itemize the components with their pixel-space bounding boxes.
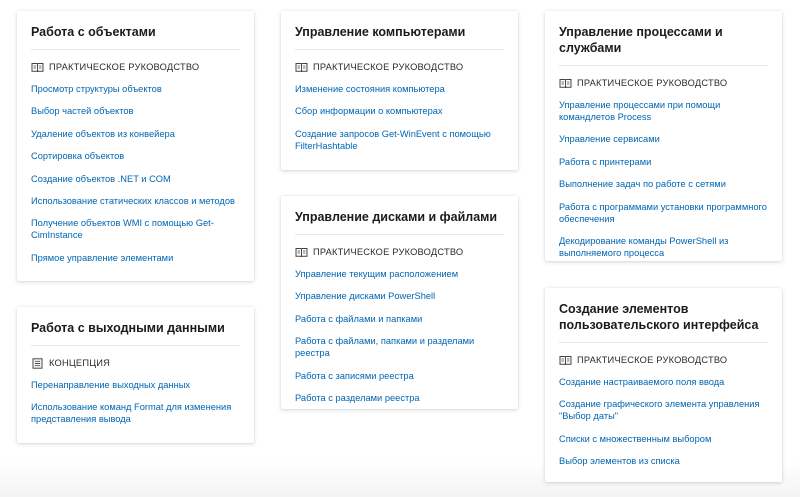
link-work-files-folders[interactable]: Работа с файлами и папками <box>295 313 423 324</box>
link-redirect-output[interactable]: Перенаправление выходных данных <box>31 380 191 390</box>
card-title: Управление дисками и файлами <box>295 209 504 235</box>
section-header <box>295 246 504 258</box>
link-static-classes-methods[interactable]: Использование статических классов и методов <box>31 195 235 206</box>
link-sort-objects[interactable]: Сортировка объектов <box>31 151 125 162</box>
link-date-picker[interactable]: Создание графического элемента управления "Выбор даты" <box>559 399 760 422</box>
section-header <box>31 357 240 369</box>
link-view-object-structure[interactable]: Просмотр структуры объектов <box>31 84 162 94</box>
link-software-installations[interactable]: Работа с программами установки программного обеспечения <box>559 201 767 224</box>
section-label: ПРАКТИЧЕСКОЕ РУКОВОДСТВО <box>313 247 464 257</box>
card-drives-files <box>281 196 518 409</box>
section-header <box>559 354 768 366</box>
card-ui-elements <box>545 288 782 482</box>
book-icon <box>295 247 308 258</box>
section-label: ПРАКТИЧЕСКОЕ РУКОВОДСТВО <box>577 355 728 365</box>
link-custom-input-box[interactable]: Создание настраиваемого поля ввода <box>559 377 725 387</box>
card-title: Управление процессами и службами <box>559 24 768 66</box>
link-manage-current-location[interactable]: Управление текущим расположением <box>295 269 459 279</box>
section-header <box>295 61 504 73</box>
book-icon <box>295 62 308 73</box>
link-select-object-parts[interactable]: Выбор частей объектов <box>31 106 134 117</box>
book-icon <box>559 355 572 366</box>
section-label: ПРАКТИЧЕСКОЕ РУКОВОДСТВО <box>49 62 200 72</box>
link-multiple-selection-list[interactable]: Списки с множественным выбором <box>559 433 712 444</box>
link-work-files-folders-registry[interactable]: Работа с файлами, папками и разделами реестра <box>295 336 475 359</box>
link-create-net-com-objects[interactable]: Создание объектов .NET и COM <box>31 173 171 184</box>
link-work-printers[interactable]: Работа с принтерами <box>559 156 652 167</box>
card-title: Создание элементов пользовательского интерфейса <box>559 301 768 343</box>
link-change-computer-state[interactable]: Изменение состояния компьютера <box>295 84 445 94</box>
card-title: Управление компьютерами <box>295 24 504 50</box>
card-title: Работа с объектами <box>31 24 240 50</box>
link-work-registry-entries[interactable]: Работа с записями реестра <box>295 370 414 381</box>
book-icon <box>559 78 572 89</box>
section-header <box>31 61 240 73</box>
card-computers <box>281 11 518 170</box>
link-get-winevent-filterhashtable[interactable]: Создание запросов Get-WinEvent с помощью FilterHashtable <box>295 128 491 151</box>
link-manage-processes[interactable]: Управление процессами при помощи командлетов Process <box>559 100 721 122</box>
link-decode-powershell-command[interactable]: Декодирование команды PowerShell из выполняемого процесса <box>559 235 729 258</box>
section-header <box>559 77 768 89</box>
link-wmi-get-ciminstance[interactable]: Получение объектов WMI с помощью Get-CimInstance <box>31 218 214 241</box>
list-icon <box>31 358 44 369</box>
link-manage-powershell-drives[interactable]: Управление дисками PowerShell <box>295 291 436 302</box>
card-output <box>17 307 254 443</box>
section-label: КОНЦЕПЦИЯ <box>49 358 111 368</box>
link-remove-objects-pipeline[interactable]: Удаление объектов из конвейера <box>31 128 175 139</box>
link-manipulate-items[interactable]: Прямое управление элементами <box>31 252 174 263</box>
card-processes-services <box>545 11 782 261</box>
link-select-items-from-list[interactable]: Выбор элементов из списка <box>559 456 680 467</box>
section-label: ПРАКТИЧЕСКОЕ РУКОВОДСТВО <box>577 78 728 88</box>
section-label: ПРАКТИЧЕСКОЕ РУКОВОДСТВО <box>313 62 464 72</box>
book-icon <box>31 62 44 73</box>
link-work-registry-keys[interactable]: Работа с разделами реестра <box>295 392 420 403</box>
card-objects <box>17 11 254 281</box>
card-title: Работа с выходными данными <box>31 320 240 346</box>
link-format-commands[interactable]: Использование команд Format для изменения представления вывода <box>31 402 232 425</box>
link-network-tasks[interactable]: Выполнение задач по работе с сетями <box>559 179 726 190</box>
link-collect-computer-info[interactable]: Сбор информации о компьютерах <box>295 106 443 117</box>
link-manage-services[interactable]: Управление сервисами <box>559 134 660 145</box>
